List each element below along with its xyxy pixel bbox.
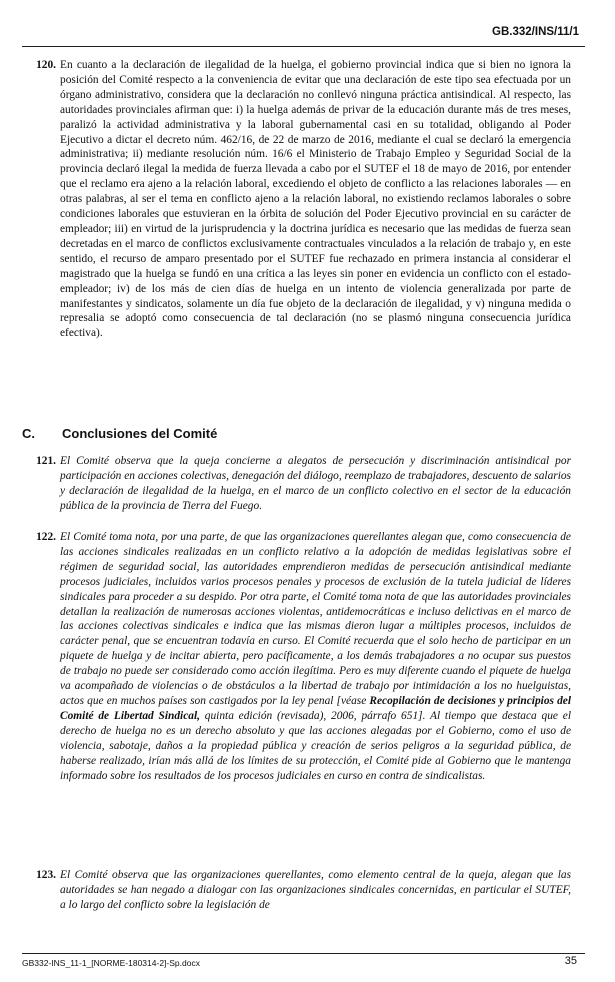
section-title: Conclusiones del Comité [62,426,218,441]
section-letter: C. [22,426,35,441]
paragraph-text: En cuanto a la declaración de ilegalidad de la huelga, el gobierno provincial indica que si bien no ignora la posición del Comité respecto a la conveniencia de evitar que una declaración de este tipo sea efectuada por un órgano administrativo, considera que la declaración no conllevó ninguna práctica antisindical. Al respecto, las autoridades provinciales afirman que: i) la huelga además de privar de la educación durante más de tres meses, paralizó la actividad administrativa y la laboral gubernamental casi en su totalidad, obligando al Poder Ejecutivo a dictar el decreto núm. 462/16, de 22 de marzo de 2016, mediante el cual se declaró la emergencia administrativa; ii) mediante resolución núm. 16/6 el Ministerio de Trabajo Empleo y Seguridad Social de la provincia declaró ilegal la medida de fuerza llevada a cabo por el SUTEF el 18 de mayo de 2016, por entender que el reclamo era ajeno a la relación laboral, excediendo el objeto de conflicto a las relaciones laborales — en otras palabras, al ser el tema en conflicto ajeno a la relación laboral, no existiendo reclamos laborales o sobre condiciones laborales que estuvieran en la órbita de solución del Poder Ejecutivo provincial en su carácter de empleador; iii) en virtud de la jurisprudencia y la doctrina jurídica es necesario que las medidas de fuerza sean decretadas en el marco de conflictos exclusivamente contractuales vinculados a la relación de trabajo y, en este sentido, el recurso de amparo presentado por el SUTEF fue rechazado en primera instancia al considerar el magistrado que la huelga se fundó en una crítica a las leyes sin poner en evidencia un conflicto con el estado-empleador; iv) de los más de cien días de huelga en un intento de violencia generalizada por parte de manifestantes y sindicatos, solamente un día fue objeto de la declaración de ilegalidad, y v) ninguna medida o represalia se adoptó como consecuencia de tal declaración (no se plasmó ninguna consecuencia jurídica efectiva). [60,59,571,340]
page-number: 35 [564,955,577,967]
paragraph-text: El Comité toma nota, por una parte, de que las organizaciones querellantes alegan que, como consecuencia de las acciones sindicales realizadas en un conflicto relativo a la adopción de medidas legislativas sobre el régimen de seguridad social, las autoridades emprendieron medidas de persecución antisindical mediante procesos judiciales, incluidos varios procesos penales y procesos de exclusión de la tutela judicial de líderes sindicales para proceder a su despido. Por otra parte, el Comité toma nota de que las autoridades provinciales detallan la realización de numerosas acciones violentas, antidemocráticas e incluso delictivas en el marco de las acciones colectivas sindicales e indica que las mismas dieron lugar a múltiples procesos, incluidos de carácter penal, que se encuentran todavía en curso. El Comité recuerda que el solo hecho de participar en un piquete de huelga y de incitar abierta, pero pacíficamente, a los demás trabajadores a no ocupar sus puestos de trabajo no puede ser considerado como acción ilegítima. Pero es muy diferente cuando el piquete de huelga va acompañado de violencias o de obstáculos a la libertad de trabajo por intimidación a los no huelguistas, actos que en muchos países son castigados por la ley penal [véase [60,531,571,707]
footer-file-name: GB332-INS_11-1_[NORME-180314-2]-Sp.docx [22,958,200,968]
paragraph-number: 123. [36,869,56,881]
paragraph-120 [36,58,571,341]
paragraph-number: 121. [36,455,56,467]
paragraph-text: El Comité observa que la queja concierne a alegatos de persecución y discriminación antisindical por participación en acciones colectivas, denegación del diálogo, reemplazo de trabajadores, descuento de salarios y declaración de ilegalidad de la huelga, en el marco de un conflicto colectivo en el sector de la educación pública de la provincia de Tierra del Fuego. [60,455,571,512]
paragraph-number: 120. [36,59,56,71]
paragraph-122 [36,530,571,783]
document-code: GB.332/INS/11/1 [492,26,579,38]
reference-title: Recopilación de decisiones y principios del Comité de Libertad Sindical, [60,694,571,722]
header-rule [22,46,585,47]
footer-rule [22,953,585,954]
paragraph-text: El Comité observa que las organizaciones querellantes, como elemento central de la queja, alegan que las autoridades se han negado a dialogar con las organizaciones sindicales concernidas, en particular el SUTEF, a lo largo del conflicto sobre la legislación de [60,869,571,911]
paragraph-text-continued: quinta edición (revisada), 2006, párrafo 651]. Al tiempo que destaca que el derecho de huelga no es un derecho absoluto y que las acciones alegadas por el Gobierno, como el uso de violencia, sabotaje, daños a la propiedad pública y creación de serios peligros a la seguridad pública, de haberse realizado, irían más allá de los límites de su protección, el Comité pide al Gobierno que le mantenga informado sobre los resultados de los procesos judiciales en curso en contra de sindicalistas. [60,709,571,782]
paragraph-121 [36,454,571,514]
section-heading [22,426,217,441]
paragraph-number: 122. [36,531,56,543]
paragraph-123 [36,868,571,913]
